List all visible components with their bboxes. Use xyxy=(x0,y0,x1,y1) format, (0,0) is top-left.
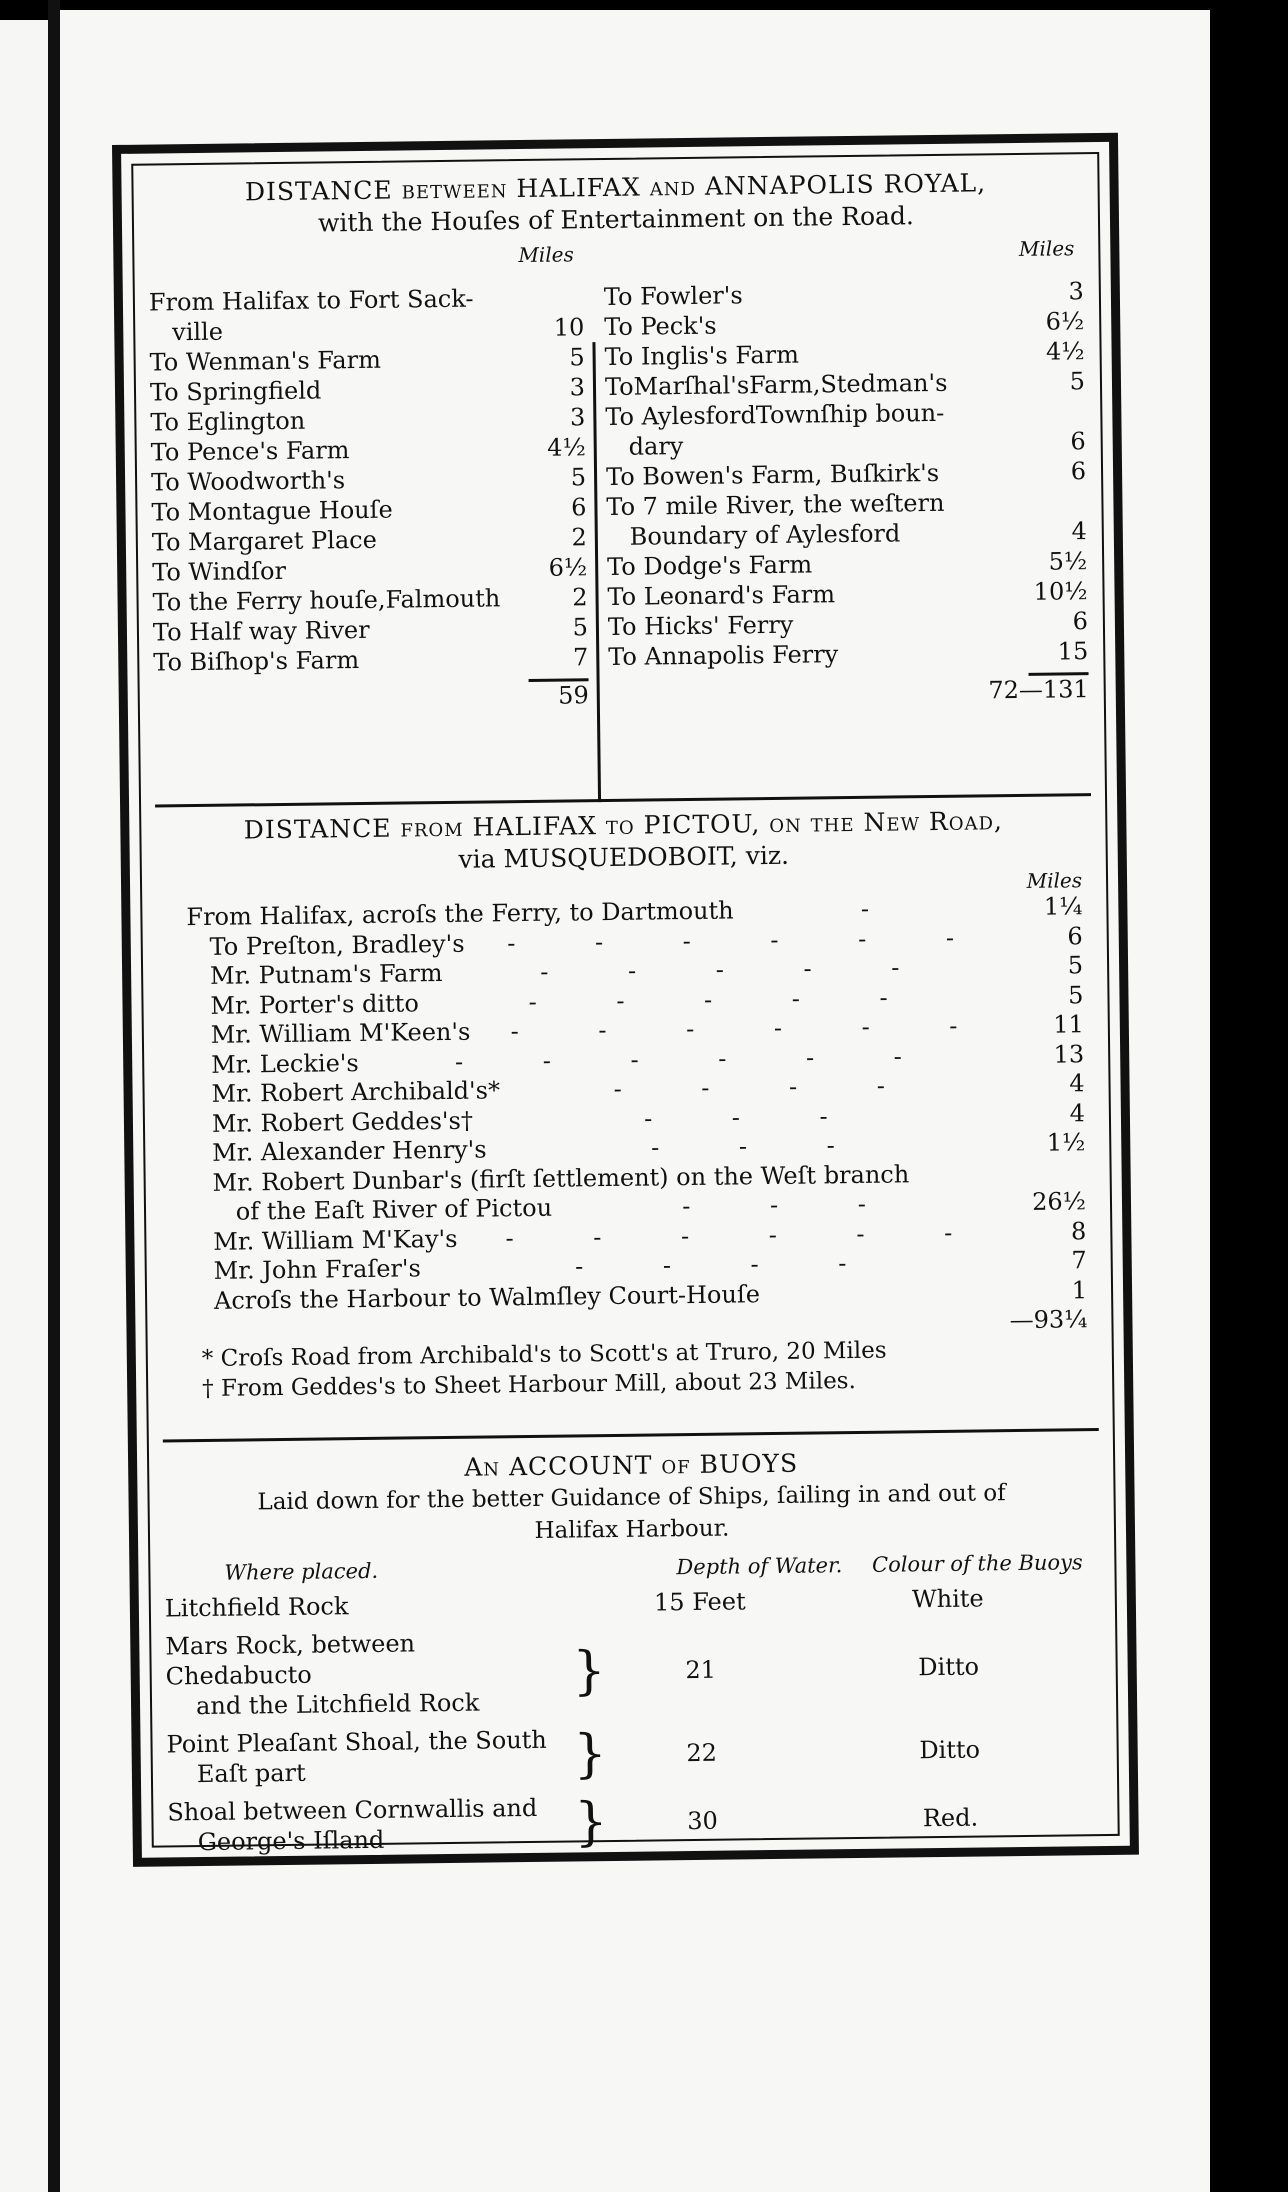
miles-value: 7 xyxy=(572,643,589,672)
section2-note-geddes: † From Geddes's to Sheet Harbour Mill, about 23 Miles. xyxy=(202,1368,856,1402)
column-total: 72—131 xyxy=(988,675,1089,705)
buoy-depth: 22 xyxy=(686,1738,718,1768)
leader-dashes: - - - - - xyxy=(540,953,936,986)
place-name: To 7 mile River, the weſtern xyxy=(606,488,945,521)
miles-value: 10 xyxy=(553,313,585,342)
miles-value: 2 xyxy=(572,583,588,612)
buoy-row xyxy=(165,1620,1102,1721)
section3-title-line2: Laid down for the better Guidance of Ships, ſailing in and out of xyxy=(257,1480,1006,1516)
buoy-place-line2: George's Iſland xyxy=(197,1825,385,1857)
miles-value: 6 xyxy=(1070,427,1086,456)
place-name: To Wenman's Farm xyxy=(149,345,382,377)
leader-dashes xyxy=(760,1276,1037,1309)
section1-left-column xyxy=(149,282,589,714)
place-name: To Margaret Place xyxy=(151,525,377,557)
miles-value: 26½ xyxy=(1031,1187,1087,1216)
place-name: To Hicks' Ferry xyxy=(607,610,794,641)
buoy-place-text xyxy=(165,1591,349,1623)
section3-title-line3: Halifax Harbour. xyxy=(534,1515,730,1544)
place-name: Mr. William M'Kay's xyxy=(190,1224,458,1256)
section2-title-line1: DISTANCE from HALIFAX to PICTOU, on the New Road, xyxy=(243,806,1004,845)
place-name: To Woodworth's xyxy=(150,466,346,497)
section2-note-cross-road: * Croſs Road from Archibald's to Scott's at Truro, 20 Miles xyxy=(201,1337,887,1372)
miles-value: 1 xyxy=(1071,1275,1088,1304)
place-name: To Peck's xyxy=(604,311,717,341)
distance-row xyxy=(608,636,1088,672)
place-name: ToMarſhal'sFarm,Stedman's xyxy=(604,368,948,401)
leader-dashes: - - - xyxy=(650,1130,871,1162)
buoy-depth: 15 Feet xyxy=(653,1587,746,1617)
col-header-where-placed: Where placed. xyxy=(224,1558,379,1585)
leader-dashes: - xyxy=(860,894,906,923)
distance-row xyxy=(153,642,588,677)
miles-value: 4½ xyxy=(1045,337,1085,366)
book-gutter xyxy=(48,0,60,2192)
buoy-table-rows xyxy=(165,1582,1104,1857)
buoy-place-line1: Point Pleaſant Shoal, the South xyxy=(166,1725,547,1759)
buoy-place-text xyxy=(167,1793,538,1858)
place-name: Boundary of Aylesford xyxy=(606,519,901,551)
leader-dashes: - - - - - xyxy=(528,982,924,1016)
place-name: dary xyxy=(605,432,684,461)
miles-value: 5 xyxy=(572,613,589,642)
column-total: 59 xyxy=(558,681,589,710)
place-name: To Windſor xyxy=(152,556,287,587)
miles-value: 1¼ xyxy=(1043,892,1083,921)
place-name: Mr. Putnam's Farm xyxy=(186,959,443,991)
section-buoys xyxy=(163,1444,1104,1855)
place-name: To Montague Houſe xyxy=(151,495,393,527)
section-halifax-pictou xyxy=(155,804,1099,1435)
place-name: To Half way River xyxy=(152,615,370,647)
miles-value: 4 xyxy=(1069,1069,1085,1098)
place-name: Mr. Leckie's xyxy=(188,1048,359,1079)
section-halifax-annapolis xyxy=(147,166,1091,797)
buoy-place-text xyxy=(165,1627,569,1722)
leader-dashes: - - - - - - xyxy=(505,1217,989,1252)
miles-value: 5 xyxy=(570,463,587,492)
miles-value xyxy=(1037,396,1085,427)
section2-total: —93¼ xyxy=(1009,1305,1088,1335)
miles-value: 1½ xyxy=(1046,1128,1086,1157)
buoy-table-header xyxy=(164,1550,1100,1585)
buoy-place xyxy=(165,1588,605,1623)
place-name: To Dodge's Farm xyxy=(607,550,813,581)
section1-columns xyxy=(149,276,1091,787)
miles-value: 3 xyxy=(569,403,586,432)
brace-icon: } xyxy=(573,1724,608,1785)
leader-dashes: - - - xyxy=(682,1189,903,1221)
miles-value: 3 xyxy=(1068,277,1085,306)
column-divider xyxy=(592,342,601,802)
section1-title-line2: with the Houſes of Entertainment on the Road. xyxy=(317,201,915,238)
leader-dashes: - - - - - - xyxy=(510,1011,994,1046)
place-name: From Halifax to Fort Sack- xyxy=(148,284,474,317)
place-name: Acroſs the Harbour to Walmſley Court-Houſe xyxy=(190,1279,761,1315)
miles-value: 5½ xyxy=(1048,547,1088,576)
buoy-colour: White xyxy=(911,1584,984,1614)
place-name: To AylesfordTownſhip boun- xyxy=(605,398,945,431)
miles-value: 4½ xyxy=(547,433,586,462)
miles-value: 3 xyxy=(569,373,586,402)
section3-title-line1: An ACCOUNT of BUOYS xyxy=(464,1448,799,1482)
buoy-row xyxy=(167,1786,1104,1857)
buoy-row xyxy=(165,1582,1101,1623)
miles-value: 5 xyxy=(569,343,585,372)
place-name: To Annapolis Ferry xyxy=(608,640,839,671)
section2-miles-label: Miles xyxy=(1026,868,1083,893)
leader-dashes xyxy=(909,1158,1036,1189)
buoy-place-text xyxy=(166,1725,547,1790)
brace-icon: } xyxy=(574,1792,608,1853)
place-name: Mr. Robert Geddes's† xyxy=(188,1106,474,1138)
table-frame xyxy=(112,133,1139,1867)
buoy-place-line1: Mars Rock, between Chedabucto xyxy=(165,1629,416,1691)
miles-value xyxy=(1038,486,1086,517)
miles-value: 6 xyxy=(1067,921,1083,950)
miles-value: 5 xyxy=(1067,951,1084,980)
miles-value xyxy=(1035,1158,1085,1188)
miles-value: 7 xyxy=(1071,1246,1087,1275)
place-name: Mr. William M'Keen's xyxy=(187,1017,471,1050)
place-name: To the Ferry houſe,Falmouth xyxy=(152,584,501,617)
place-name: To Fowler's xyxy=(603,281,743,312)
place-name: of the Eaſt River of Pictou xyxy=(189,1193,553,1227)
leader-dashes: - - - - xyxy=(574,1248,883,1281)
place-name: To Preſton, Bradley's xyxy=(186,929,465,961)
buoy-place-line1: Shoal between Cornwallis and xyxy=(167,1793,538,1827)
place-name: Mr. Alexander Henry's xyxy=(189,1135,487,1168)
miles-value: 5 xyxy=(1069,367,1086,396)
buoy-place-line1: Litchfield Rock xyxy=(164,1592,349,1623)
miles-value: 15 xyxy=(1057,637,1089,666)
place-name: To Inglis's Farm xyxy=(604,340,800,371)
buoy-place xyxy=(165,1626,606,1721)
miles-value: 6 xyxy=(1072,607,1089,636)
miles-value: 4 xyxy=(1069,1098,1086,1127)
section1-right-column xyxy=(604,276,1089,709)
brace-icon: } xyxy=(572,1641,607,1702)
leader-dashes: - - - - - - xyxy=(454,1041,938,1076)
place-name: Mr. Porter's ditto xyxy=(187,988,419,1020)
buoy-depth: 30 xyxy=(687,1806,718,1836)
leader-dashes: - - - xyxy=(643,1101,864,1133)
place-name: ville xyxy=(149,317,224,347)
section1-left-miles-label: Miles xyxy=(518,242,574,268)
buoy-place xyxy=(167,1792,608,1857)
buoy-colour: Ditto xyxy=(919,1735,981,1765)
place-name: To Leonard's Farm xyxy=(607,580,836,611)
section2-rows xyxy=(156,892,1097,1316)
buoy-place-line2: Eaſt part xyxy=(196,1758,306,1789)
leader-dashes: - - - - xyxy=(613,1071,922,1103)
miles-value: 6½ xyxy=(1045,307,1085,336)
miles-value: 8 xyxy=(1070,1216,1087,1245)
miles-value: 4 xyxy=(1071,517,1087,546)
place-name: To Springfield xyxy=(149,376,322,407)
place-name: From Halifax, acroſs the Ferry, to Dartmouth xyxy=(186,896,734,932)
miles-value: 6½ xyxy=(548,553,588,582)
miles-value: 10½ xyxy=(1033,577,1088,606)
miles-value: 6 xyxy=(1070,457,1087,486)
table-inner-border xyxy=(131,152,1120,1857)
buoy-place xyxy=(166,1724,607,1789)
place-name: To Pence's Farm xyxy=(150,436,350,467)
place-name: To Bowen's Farm, Buſkirk's xyxy=(605,458,940,491)
place-name: Mr. Robert Dunbar's (firſt ſettlement) on the Weſt branch xyxy=(189,1159,910,1197)
buoy-colour: Ditto xyxy=(918,1652,980,1682)
leader-dashes: - - - - - - xyxy=(507,922,991,957)
miles-value: 5 xyxy=(1068,980,1084,1009)
buoy-colour: Red. xyxy=(922,1803,979,1833)
col-header-colour: Colour of the Buoys xyxy=(871,1550,1083,1577)
place-name: Mr. John Fraſer's xyxy=(190,1254,421,1286)
miles-value: 13 xyxy=(1053,1039,1085,1069)
section2-title-line2: via MUSQUEDOBOIT, viz. xyxy=(458,840,790,874)
place-name: Mr. Robert Archibald's* xyxy=(188,1076,501,1109)
facing-page-edge xyxy=(0,20,48,2192)
section1-title-line1: DISTANCE between HALIFAX and ANNAPOLIS ROYAL, xyxy=(244,168,987,207)
section1-right-miles-label: Miles xyxy=(1018,236,1075,261)
buoy-place-line2: and the Litchfield Rock xyxy=(195,1688,480,1721)
place-name: To Biſhop's Farm xyxy=(153,646,360,677)
miles-value: 6 xyxy=(571,493,587,522)
miles-value xyxy=(536,282,584,313)
buoy-row xyxy=(166,1718,1103,1789)
miles-value: 2 xyxy=(571,523,587,552)
buoy-depth: 21 xyxy=(685,1655,717,1685)
col-header-depth: Depth of Water. xyxy=(676,1553,843,1580)
miles-value: 11 xyxy=(1053,1010,1084,1039)
place-name: To Eglington xyxy=(150,406,306,437)
